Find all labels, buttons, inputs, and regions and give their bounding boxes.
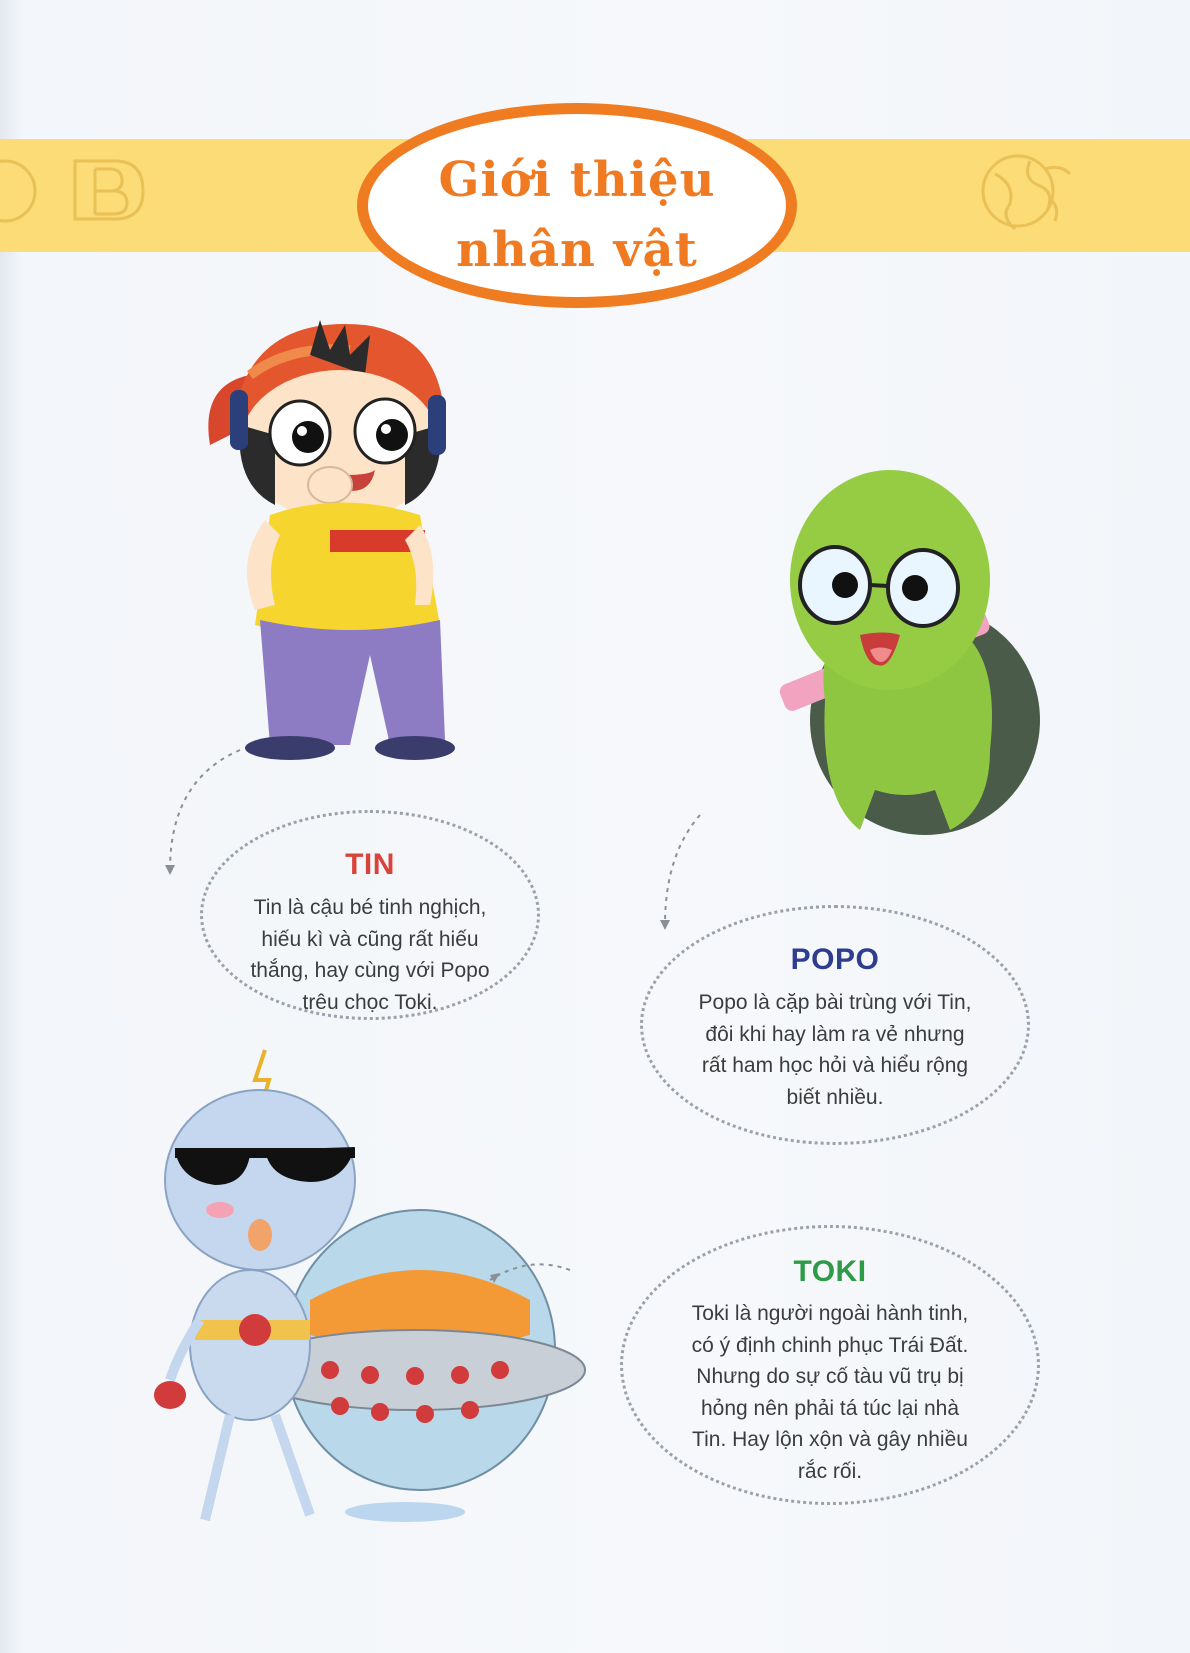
toki-name: TOKI xyxy=(793,1255,867,1288)
tin-description: Tin là cậu bé tinh nghịch, hiếu kì và cũng rất hiếu thắng, hay cùng với Popo trêu chọc Toki. xyxy=(250,896,490,1014)
tin-name: TIN xyxy=(345,848,395,881)
page-title-line1: Giới thiệu xyxy=(438,152,716,208)
popo-name: POPO xyxy=(790,943,880,976)
page-title-line2: nhân vật xyxy=(456,222,698,278)
toki-description: Toki là người ngoài hành tinh, có ý định chinh phục Trái Đất. Nhưng do sự cố tàu vũ trụ bị hỏng nên phải tá túc lại nhà Tin. Hay lộn xộn và gây nhiều rắc rối. xyxy=(691,1302,969,1483)
popo-description: Popo là cặp bài trùng với Tin, đôi khi hay làm ra vẻ nhưng rất ham học hỏi và hiểu rộng biết nhiều. xyxy=(698,991,972,1109)
